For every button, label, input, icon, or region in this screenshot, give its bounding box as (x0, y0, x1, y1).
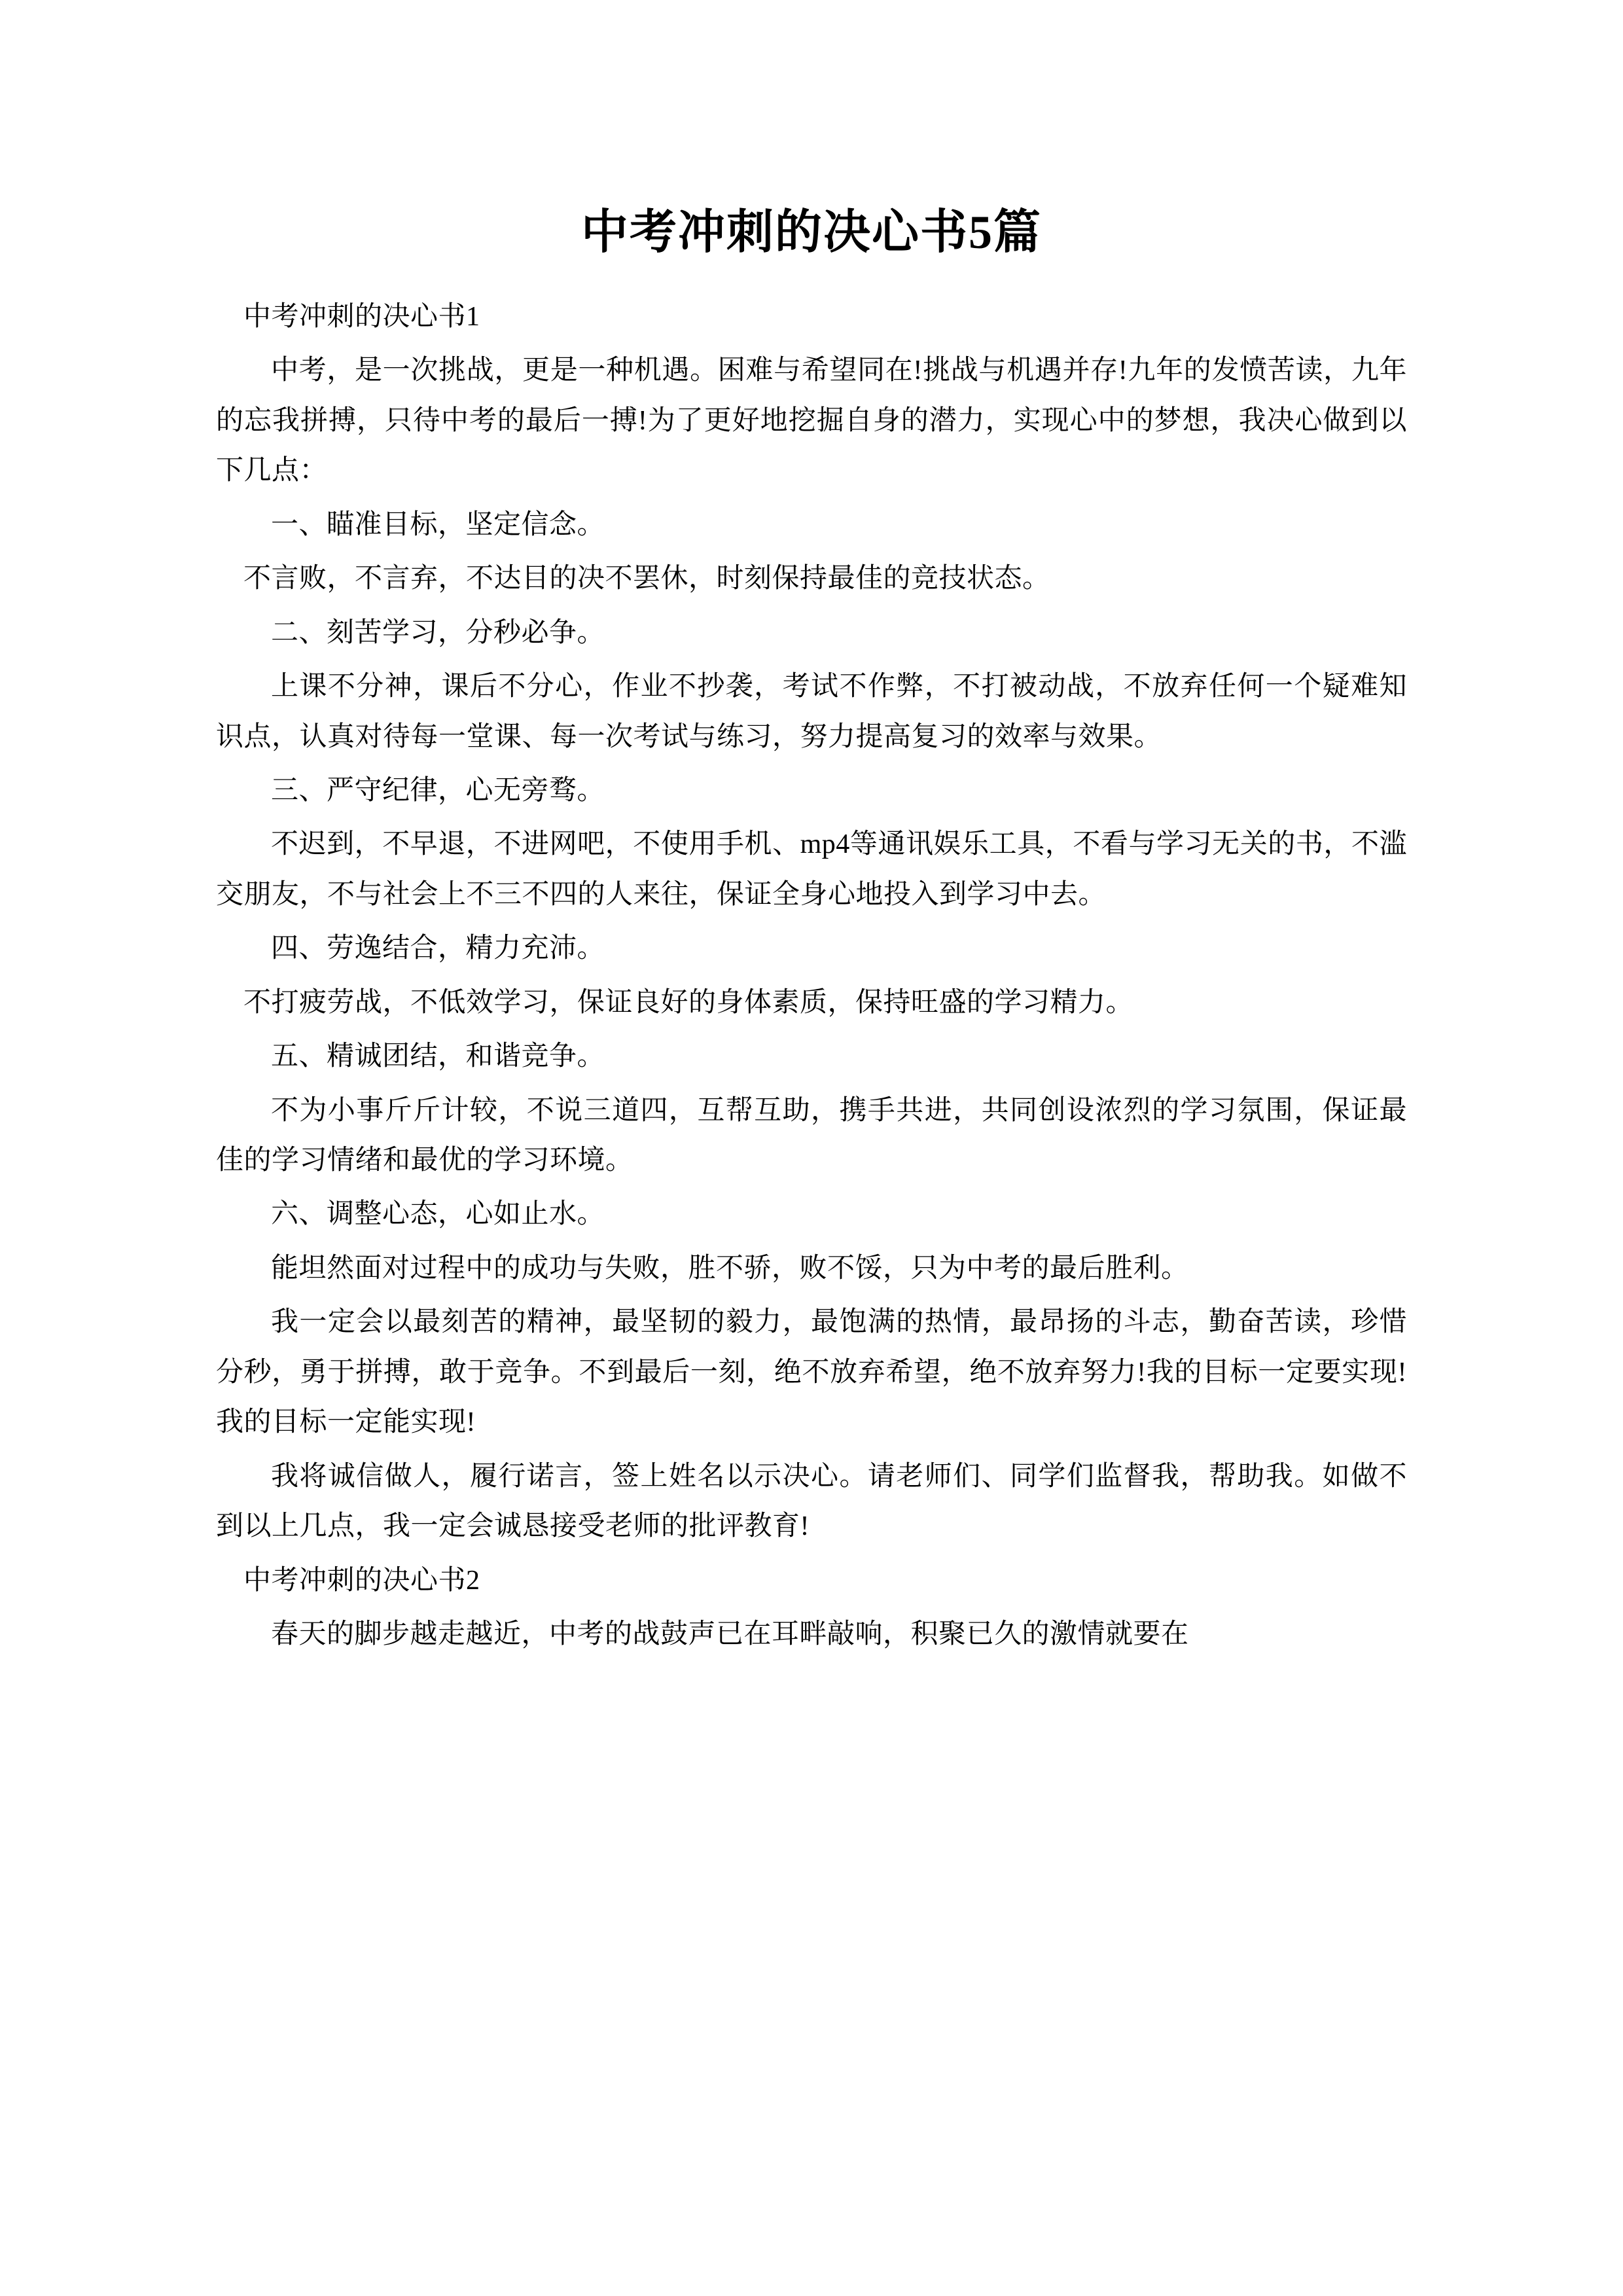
paragraph-section-heading-1: 中考冲刺的决心书1 (243, 302, 480, 332)
paragraph-commitment: 我一定会以最刻苦的精神，最坚韧的毅力，最饱满的热情，最昂扬的斗志，勤奋苦读，珍惜分秒，勇于拼搏，敢于竞争。不到最后一刻，绝不放弃希望，绝不放弃努力!我的目标一定要实现!我的目标一定能实现! (216, 1307, 1407, 1438)
paragraph-point-2-title: 二、刻苦学习，分秒必争。 (271, 617, 605, 648)
paragraph-closing: 我将诚信做人，履行诺言，签上姓名以示决心。请老师们、同学们监督我，帮助我。如做不到以上几点，我一定会诚恳接受老师的批评教育! (216, 1461, 1407, 1542)
paragraph-point-6-body: 能坦然面对过程中的成功与失败，胜不骄，败不馁，只为中考的最后胜利。 (271, 1253, 1189, 1283)
paragraph-point-3-title: 三、严守纪律，心无旁骛。 (271, 775, 605, 806)
paragraph-point-1-title: 一、瞄准目标，坚定信念。 (271, 509, 605, 540)
document-body (216, 292, 1407, 1659)
paragraph-point-5-body: 不为小事斤斤计较，不说三道四，互帮互助，携手共进，共同创设浓烈的学习氛围，保证最佳的学习情绪和最优的学习环境。 (216, 1095, 1407, 1175)
page-title: 中考冲刺的决心书5篇 (580, 206, 1042, 259)
paragraph-intro: 中考，是一次挑战，更是一种机遇。困难与希望同在!挑战与机遇并存!九年的发愤苦读，九年的忘我拼搏，只待中考的最后一搏!为了更好地挖掘自身的潜力，实现心中的梦想，我决心做到以下几点： (216, 355, 1407, 486)
paragraph-point-6-title: 六、调整心态，心如止水。 (271, 1199, 605, 1230)
paragraph-point-4-title: 四、劳逸结合，精力充沛。 (271, 933, 605, 964)
paragraph-section-heading-2: 中考冲刺的决心书2 (243, 1565, 480, 1596)
paragraph-point-2-body: 上课不分神，课后不分心，作业不抄袭，考试不作弊，不打被动战，不放弃任何一个疑难知识点，认真对待每一堂课、每一次考试与练习，努力提高复习的效率与效果。 (216, 672, 1407, 752)
paragraph-point-4-body: 不打疲劳战，不低效学习，保证良好的身体素质，保持旺盛的学习精力。 (243, 987, 1134, 1018)
paragraph-point-3-body: 不迟到，不早退，不进网吧，不使用手机、mp4等通讯娱乐工具，不看与学习无关的书，不滥交朋友，不与社会上不三不四的人来往，保证全身心地投入到学习中去。 (216, 829, 1407, 910)
paragraph-section-2-body: 春天的脚步越走越近，中考的战鼓声已在耳畔敲响，积聚已久的激情就要在 (271, 1619, 1189, 1649)
paragraph-point-1-body: 不言败，不言弃，不达目的决不罢休，时刻保持最佳的竞技状态。 (243, 564, 1050, 594)
paragraph-point-5-title: 五、精诚团结，和谐竞争。 (271, 1041, 605, 1072)
